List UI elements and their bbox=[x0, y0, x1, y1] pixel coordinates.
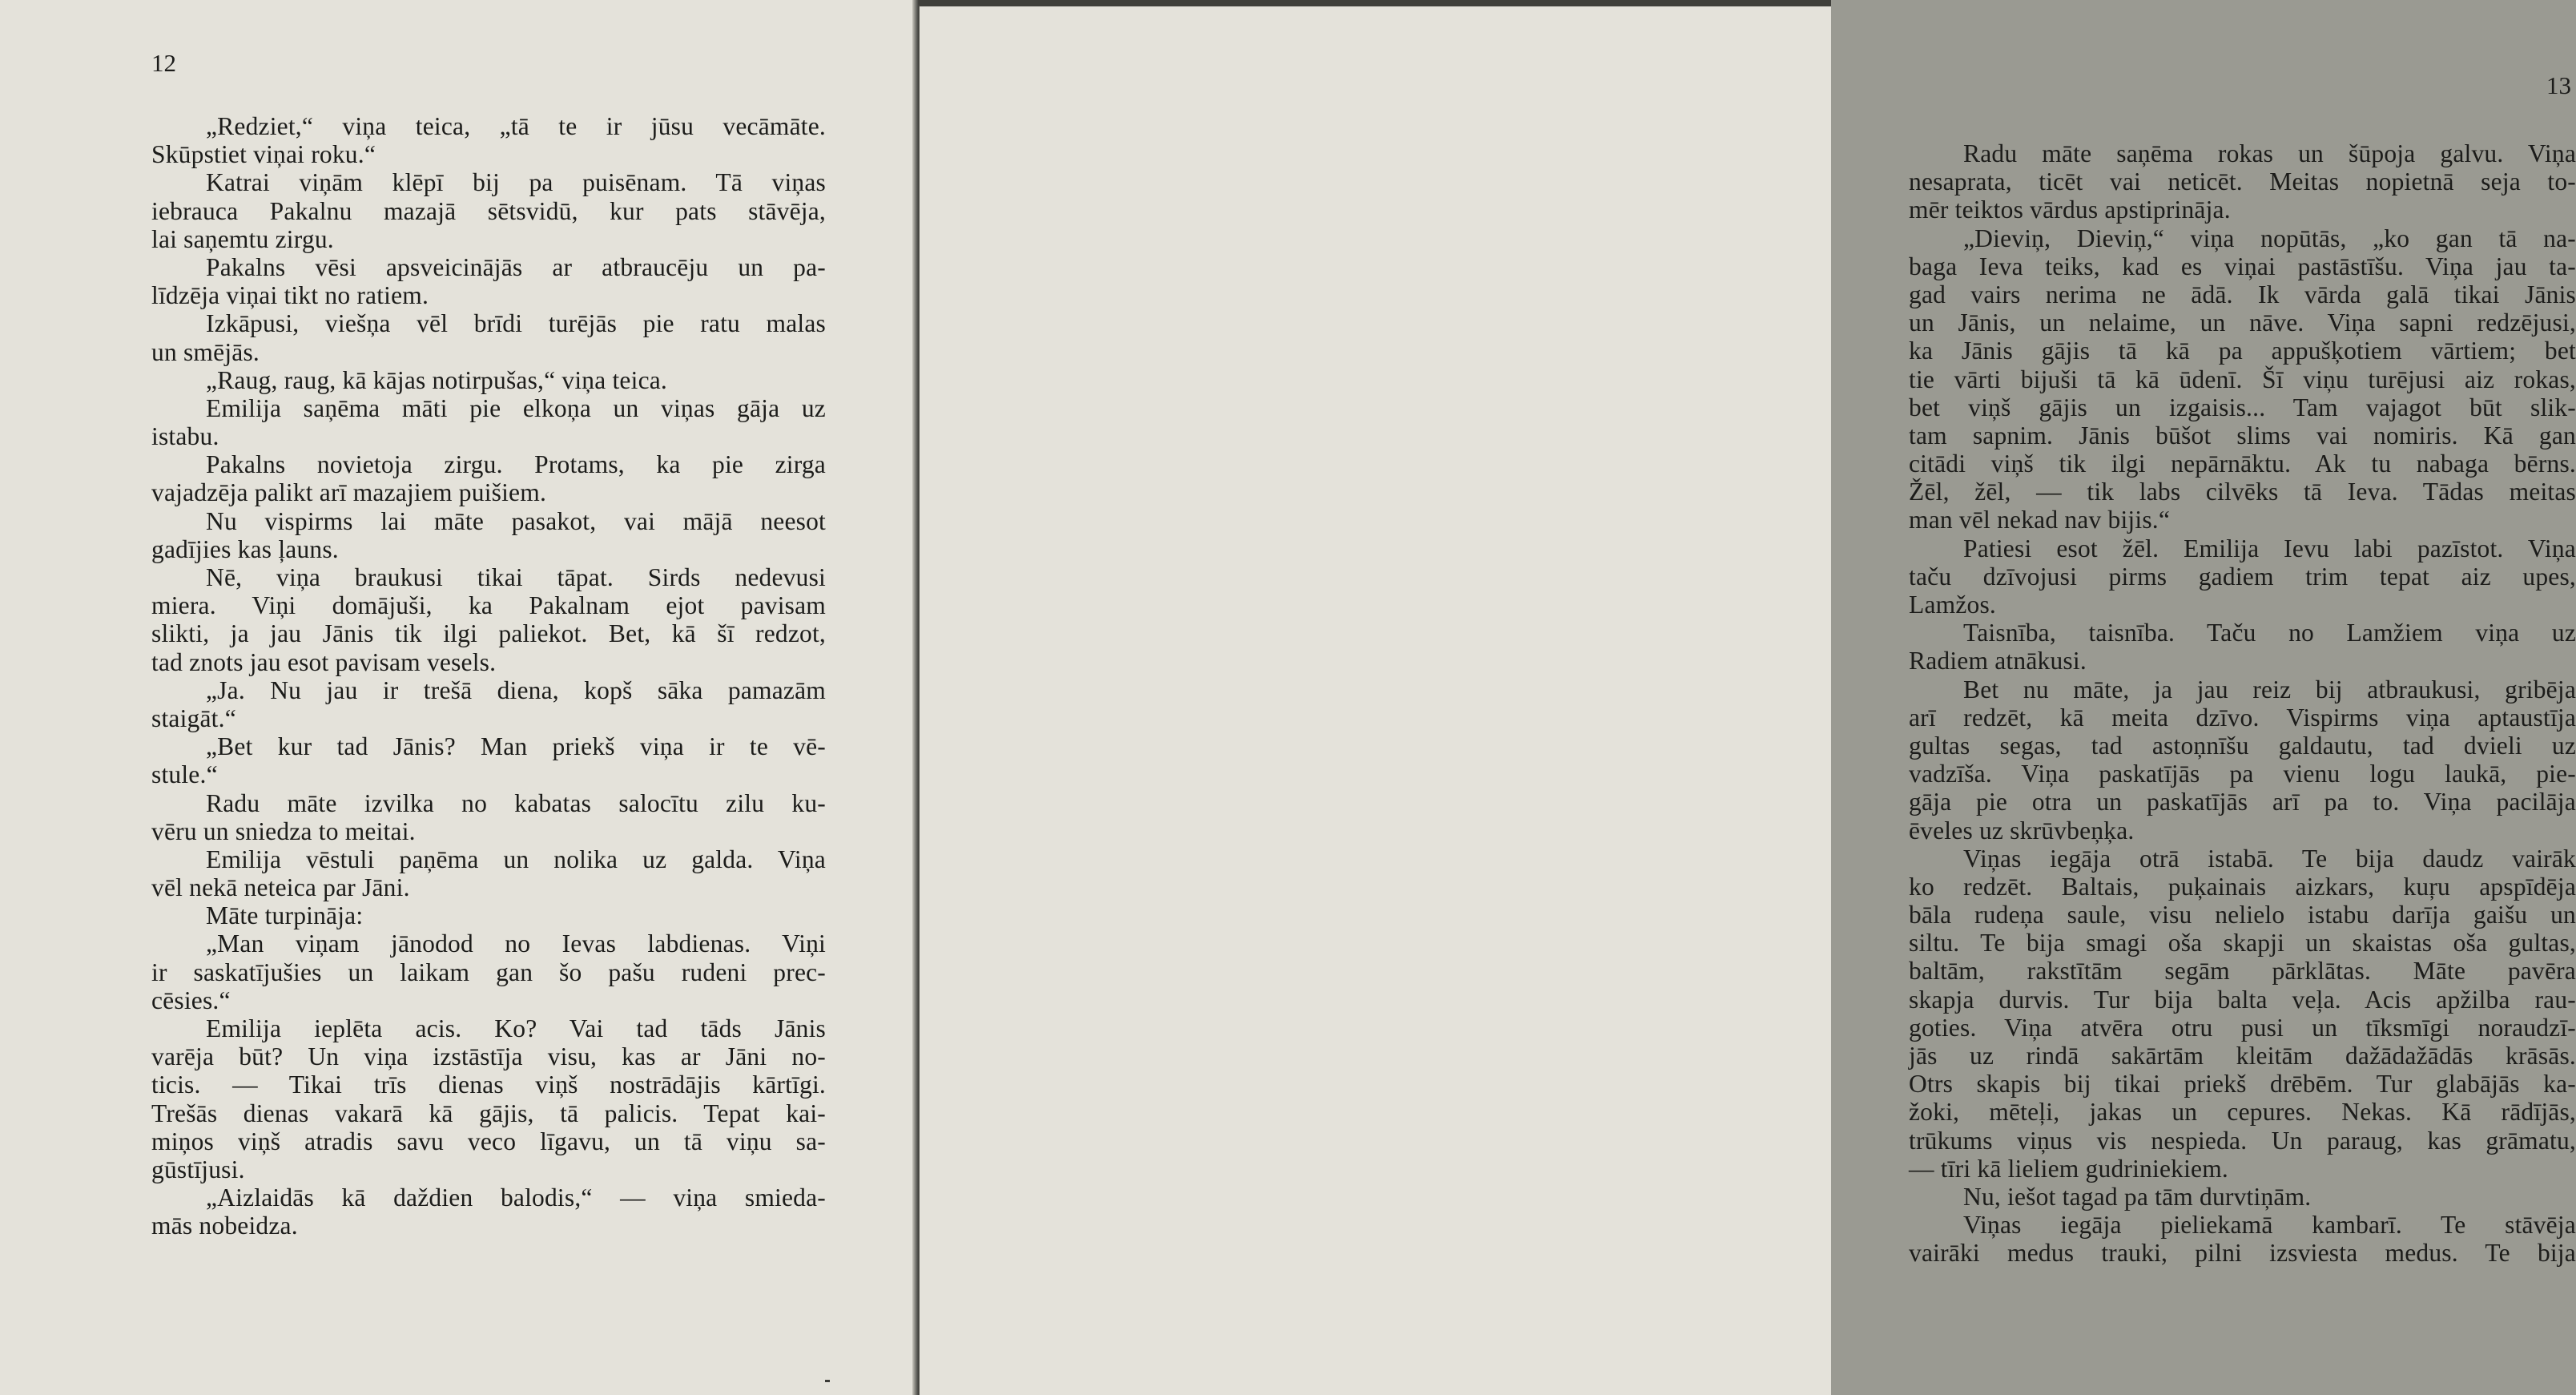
text-line: Žēl, žēl, — tik labs cilvēks tā Ieva. Tādas meitas bbox=[1909, 478, 2576, 506]
text-line: „Man viņam jānodod no Ievas labdienas. Viņi bbox=[206, 929, 826, 958]
text-line: taču dzīvojusi pirms gadiem trim tepat aiz upes, bbox=[1909, 562, 2576, 591]
text-line: — tīri kā lieliem gudriniekiem. bbox=[1909, 1154, 2228, 1183]
text-line: varēja būt? Un viņa izstāstīja visu, kas ar Jāni no- bbox=[151, 1042, 826, 1071]
text-line: Pakalns novietoja zirgu. Protams, ka pie zirga bbox=[206, 450, 826, 479]
text-line: citādi viņš tik ilgi nepārnāktu. Ak tu nabaga bērns. bbox=[1909, 450, 2576, 478]
text-line: trūkums viņus vis nespieda. Un paraug, kas grāmatu, bbox=[1909, 1126, 2576, 1155]
text-line: mēr teiktos vārdus apstiprināja. bbox=[1909, 196, 2231, 224]
text-line: Bet nu māte, ja jau reiz bij atbraukusi, gribēja bbox=[1963, 675, 2576, 704]
text-line: ka Jānis gājis tā kā pa appušķotiem vārtiem; bet bbox=[1909, 337, 2576, 365]
text-line: mās nobeidza. bbox=[151, 1212, 298, 1240]
text-line: Skūpstiet viņai roku.“ bbox=[151, 140, 376, 169]
text-line: ir saskatījušies un laikam gan šo pašu rudeni prec- bbox=[151, 958, 826, 986]
scan-mark bbox=[825, 1380, 830, 1382]
text-line: ēveles uz skrūvbeņķa. bbox=[1909, 816, 2135, 845]
text-line: vēru un sniedza to meitai. bbox=[151, 816, 416, 845]
text-line: cēsies.“ bbox=[151, 986, 231, 1014]
text-line: „Aizlaidās kā daždien balodis,“ — viņa smieda- bbox=[206, 1183, 826, 1212]
text-line: miņos viņš atradis savu veco līgavu, un tā viņu sa- bbox=[151, 1127, 826, 1155]
text-line: „Bet kur tad Jānis? Man priekš viņa ir te vē- bbox=[206, 732, 826, 761]
right-page bbox=[917, 0, 2576, 1395]
text-line: bāla rudeņa saule, visu nelielo istabu darīja gaišu un bbox=[1909, 901, 2576, 929]
text-line: „Dieviņ, Dieviņ,“ viņa nopūtās, „ko gan tā na- bbox=[1963, 224, 2576, 252]
text-line: gadījies kas ļauns. bbox=[151, 534, 339, 563]
text-line: vēl nekā neteica par Jāni. bbox=[151, 873, 410, 902]
text-line: Radiem atnākusi. bbox=[1909, 647, 2087, 675]
text-line: Izkāpusi, viešņa vēl brīdi turējās pie ratu malas bbox=[206, 309, 826, 338]
text-line: Taisnība, taisnība. Taču no Lamžiem viņa uz bbox=[1963, 619, 2576, 647]
text-line: nesaprata, ticēt vai neticēt. Meitas nopietnā seja to- bbox=[1909, 167, 2576, 196]
book-gutter bbox=[912, 0, 919, 1395]
left-page bbox=[0, 0, 914, 1395]
text-line: goties. Viņa atvēra otru pusi un tīksmīgi noraudzī- bbox=[1909, 1013, 2576, 1042]
text-line: Patiesi esot žēl. Emilija Ievu labi pazīstot. Viņa bbox=[1963, 534, 2576, 562]
text-line: jās uz rindā sakārtām kleitām dažādažādās krāsās. bbox=[1909, 1042, 2576, 1070]
text-line: žoki, mēteļi, jakas un cepures. Nekas. Kā rādījās, bbox=[1909, 1098, 2576, 1127]
text-line: miera. Viņi domājuši, ka Pakalnam ejot pavisam bbox=[151, 591, 826, 620]
text-line: Viņas iegāja pieliekamā kambarī. Te stāvēja bbox=[1963, 1211, 2576, 1240]
text-line: Viņas iegāja otrā istabā. Te bija daudz vairāk bbox=[1963, 844, 2576, 873]
text-line: un smējās. bbox=[151, 337, 260, 366]
page-number-right: 13 bbox=[2546, 71, 2571, 99]
text-line: man vēl nekad nav bijis.“ bbox=[1909, 506, 2171, 534]
text-line: Lamžos. bbox=[1909, 591, 1996, 619]
text-line: Radu māte izvilka no kabatas salocītu zilu ku- bbox=[206, 788, 826, 817]
text-line: staigāt.“ bbox=[151, 704, 236, 732]
text-line: Emilija saņēma māti pie elkoņa un viņas gāja uz bbox=[206, 393, 826, 422]
text-line: ko redzēt. Baltais, puķainais aizkars, kuŗu apspīdēja bbox=[1909, 872, 2576, 901]
text-line: Otrs skapis bij tikai priekš drēbēm. Tur glabājās ka- bbox=[1909, 1070, 2576, 1099]
text-line: ticis. — Tikai trīs dienas viņš nostrādājis kārtīgi. bbox=[151, 1070, 826, 1099]
text-line: Trešās dienas vakarā kā gājis, tā palicis. Tepat kai- bbox=[151, 1099, 826, 1127]
text-line: tad znots jau esot pavisam vesels. bbox=[151, 647, 497, 676]
left-page-text bbox=[151, 112, 826, 1240]
text-line: Emilija ieplēta acis. Ko? Vai tad tāds Jānis bbox=[206, 1014, 826, 1042]
text-line: stule.“ bbox=[151, 760, 218, 789]
text-line: baga Ieva teiks, kad es viņai pastāstīšu. Viņa jau ta- bbox=[1909, 252, 2576, 280]
text-line: skapja durvis. Tur bija balta veļa. Acis apžilba rau- bbox=[1909, 985, 2576, 1014]
text-line: Pakalns vēsi apsveicinājās ar atbraucēju un pa- bbox=[206, 252, 826, 281]
text-line: tam sapnim. Jānis būšot slims vai nomiris. Kā gan bbox=[1909, 421, 2576, 450]
text-line: Katrai viņām klēpī bij pa puisēnam. Tā viņas bbox=[206, 168, 826, 197]
text-line: slikti, ja jau Jānis tik ilgi paliekot. Bet, kā šī redzot, bbox=[151, 619, 826, 648]
text-line: „Ja. Nu jau ir trešā diena, kopš sāka pamazām bbox=[206, 675, 826, 704]
page-number-left: 12 bbox=[151, 49, 176, 77]
text-line: baltām, rakstītām segām pārklātas. Māte pavēra bbox=[1909, 957, 2576, 986]
text-line: gūstījusi. bbox=[151, 1155, 245, 1183]
text-line: Radu māte saņēma rokas un šūpoja galvu. Viņa bbox=[1963, 139, 2576, 167]
text-line: gultas segas, tad astoņnīšu galdautu, tad dvieli uz bbox=[1909, 731, 2576, 760]
text-line: bet viņš gājis un izgaisis... Tam vajagot būt slik- bbox=[1909, 393, 2576, 421]
text-line: lai saņemtu zirgu. bbox=[151, 224, 334, 253]
text-line: līdzēja viņai tikt no ratiem. bbox=[151, 281, 429, 310]
text-line: istabu. bbox=[151, 422, 219, 451]
text-line: siltu. Te bija smagi oša skapji un skaistas oša gultas, bbox=[1909, 929, 2576, 958]
text-line: iebrauca Pakalnu mazajā sētsvidū, kur pats stāvēja, bbox=[151, 196, 826, 225]
text-line: un Jānis, un nelaime, un nāve. Viņa sapni redzējusi, bbox=[1909, 308, 2576, 337]
text-line: arī redzēt, kā meita dzīvo. Vispirms viņa aptaustīja bbox=[1909, 703, 2576, 732]
text-line: tie vārti bijuši tā kā ūdenī. Šī viņu turējusi aiz rokas, bbox=[1909, 365, 2576, 393]
text-line: gāja pie otra un paskatījās arī pa to. Viņa pacilāja bbox=[1909, 788, 2576, 816]
text-line: „Raug, raug, kā kājas notirpušas,“ viņa teica. bbox=[206, 365, 667, 394]
right-page-text bbox=[1909, 139, 2576, 1268]
text-line: vadzīša. Viņa paskatījās pa vienu logu laukā, pie- bbox=[1909, 760, 2576, 788]
text-line: Nu vispirms lai māte pasakot, vai mājā neesot bbox=[206, 506, 826, 535]
text-line: „Redziet,“ viņa teica, „tā te ir jūsu vecāmāte. bbox=[206, 112, 826, 140]
text-line: Nu, iešot tagad pa tām durvtiņām. bbox=[1963, 1182, 2312, 1211]
text-line: vajadzēja palikt arī mazajiem puišiem. bbox=[151, 478, 547, 507]
text-line: vairāki medus trauki, pilni izsviesta medus. Te bija bbox=[1909, 1239, 2576, 1268]
text-line: Māte turpināja: bbox=[206, 901, 364, 930]
text-line: Nē, viņa braukusi tikai tāpat. Sirds nedevusi bbox=[206, 563, 826, 591]
text-line: Emilija vēstuli paņēma un nolika uz galda. Viņa bbox=[206, 845, 826, 873]
text-line: gad vairs nerima ne ādā. Ik vārda galā tikai Jānis bbox=[1909, 280, 2576, 308]
